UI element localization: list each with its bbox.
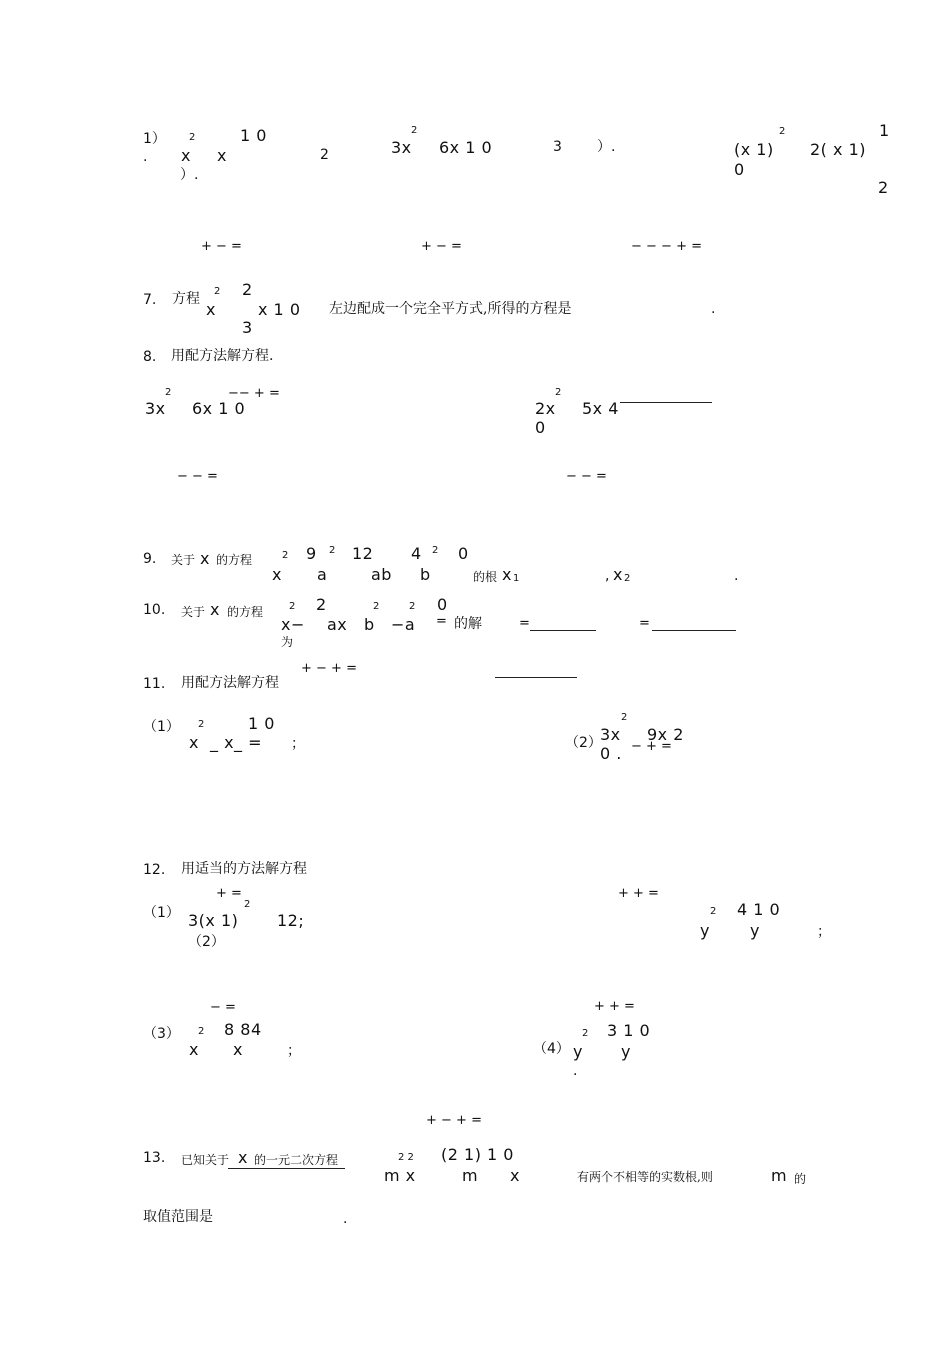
q10-eq: = bbox=[436, 614, 447, 629]
q10-b: b bbox=[364, 615, 375, 634]
row1-a-label: 1） bbox=[143, 131, 166, 147]
q10-sup2: 2 bbox=[373, 601, 380, 612]
row1-b-sup: 2 bbox=[411, 125, 418, 136]
q13-var: x bbox=[238, 1148, 248, 1167]
q9-four: 4 bbox=[411, 544, 422, 563]
q12-p3-sup: 2 bbox=[198, 1026, 205, 1037]
q9-x1: x bbox=[502, 565, 512, 584]
q12-p3-semi: ； bbox=[287, 1043, 301, 1059]
q9-x2-sub: 2 bbox=[624, 573, 631, 584]
q10-x: x− bbox=[281, 615, 305, 634]
q13-de: 的 bbox=[794, 1172, 807, 1186]
q10-answer-line-1 bbox=[530, 630, 596, 631]
q12-p4-ops: + + = bbox=[594, 999, 635, 1014]
q7-label: 方程 bbox=[172, 291, 200, 307]
q11-answer-line bbox=[495, 677, 577, 678]
q12-p2-ops: + + = bbox=[618, 886, 659, 901]
q12-p3-x2: x bbox=[233, 1040, 243, 1059]
q7-text: 左边配成一个完全平方式,所得的方程是 bbox=[329, 301, 572, 317]
row1-a-sup: 2 bbox=[189, 132, 196, 143]
q13-text: 有两个不相等的实数根,则 bbox=[577, 1170, 713, 1184]
q12-p4-sup: 2 bbox=[582, 1028, 589, 1039]
q12-p3-x: x bbox=[189, 1040, 199, 1059]
q10-a: −a bbox=[391, 615, 416, 634]
q10-label-post: 的方程 bbox=[227, 605, 264, 619]
row1-c-zero: 0 bbox=[734, 160, 745, 179]
q11-p2-expr: 3x bbox=[600, 725, 621, 744]
row1-a-consts: 1 0 bbox=[240, 126, 267, 145]
q12-p3-label: （3） bbox=[143, 1026, 180, 1042]
row1-c-sup: 2 bbox=[779, 126, 786, 137]
q12-p4-y2: y bbox=[621, 1042, 631, 1061]
q11-p1-consts: 1 0 bbox=[248, 714, 275, 733]
row1-b-expr: 3x bbox=[391, 138, 412, 157]
q9-a: a bbox=[317, 565, 328, 584]
q10-sup1: 2 bbox=[289, 601, 296, 612]
q11-p2-zero: 0 . bbox=[600, 744, 622, 763]
q9-sup1: 2 bbox=[282, 550, 289, 561]
row1-a-x: x bbox=[181, 146, 191, 165]
q13-m2: m bbox=[462, 1166, 479, 1185]
q13-var-m: m bbox=[771, 1166, 788, 1185]
q9-number: 9. bbox=[143, 551, 157, 567]
q8-b-expr: 2x bbox=[535, 399, 556, 418]
q11-p2-ops: − + = bbox=[631, 739, 672, 754]
q8-a-ops-top: −− + = bbox=[228, 386, 280, 401]
q7-frac-den: 3 bbox=[242, 318, 253, 337]
q12-p2-label: （2） bbox=[188, 934, 225, 950]
q12-p2-consts: 4 1 0 bbox=[737, 900, 781, 919]
row1-c-two: 2 bbox=[878, 178, 889, 197]
q9-x1-sub: 1 bbox=[513, 573, 520, 584]
row1-c-rest: 2( x 1) bbox=[810, 140, 866, 159]
row1-ops-b: + − = bbox=[421, 239, 462, 254]
q9-sup3: 2 bbox=[432, 545, 439, 556]
q9-comma: , bbox=[605, 568, 610, 584]
q10-var: x bbox=[210, 600, 220, 619]
q9-label-post: 的方程 bbox=[216, 553, 253, 567]
row1-b-close: ）. bbox=[597, 139, 616, 155]
q13-end: . bbox=[343, 1211, 348, 1227]
q8-text: 用配方法解方程. bbox=[171, 348, 274, 364]
q12-p1-label: （1） bbox=[143, 905, 180, 921]
q9-end: . bbox=[734, 568, 739, 584]
q13-number: 13. bbox=[143, 1150, 166, 1166]
q11-p1-sup: 2 bbox=[198, 719, 205, 730]
row1-a-x2: x bbox=[217, 146, 227, 165]
q7-end: . bbox=[711, 301, 716, 317]
q9-roots-text: 的根 bbox=[473, 570, 498, 584]
q7-number: 7. bbox=[143, 292, 157, 308]
row1-ops-a: + − = bbox=[201, 239, 242, 254]
q10-two: 2 bbox=[316, 595, 327, 614]
q9-nine: 9 bbox=[306, 544, 317, 563]
q12-p1-expr: 3(x 1) bbox=[188, 911, 239, 930]
q8-a-rest: 6x 1 0 bbox=[192, 399, 246, 418]
q12-p1-ops: + = bbox=[216, 886, 242, 901]
q8-a-sup: 2 bbox=[165, 387, 172, 398]
q10-label-pre: 关于 bbox=[181, 605, 206, 619]
q12-p4-y: y bbox=[573, 1042, 583, 1061]
q9-ab: ab bbox=[371, 565, 392, 584]
q13-x: x bbox=[510, 1166, 520, 1185]
q10-solution: 的解 bbox=[454, 616, 482, 632]
q13-consts: (2 1) 1 0 bbox=[441, 1145, 514, 1164]
q13-ops: + − + = bbox=[426, 1113, 482, 1128]
q13-m: m x bbox=[384, 1166, 416, 1185]
q13-sups: 2 2 bbox=[398, 1152, 414, 1163]
q9-x: x bbox=[272, 565, 282, 584]
q9-zero: 0 bbox=[458, 544, 469, 563]
q9-twelve: 12 bbox=[352, 544, 374, 563]
q8-b-answer-line bbox=[620, 402, 712, 403]
q11-p2-rest: 9x 2 bbox=[647, 725, 684, 744]
q10-eq1: = bbox=[519, 616, 530, 631]
q10-number: 10. bbox=[143, 602, 166, 618]
q11-p1-mid: _ x_ = bbox=[210, 733, 263, 752]
q7-rest: x 1 0 bbox=[258, 300, 301, 319]
q12-number: 12. bbox=[143, 862, 166, 878]
q13-underline bbox=[228, 1168, 345, 1169]
row1-a-two: 2 bbox=[320, 147, 329, 163]
q11-p2-sup: 2 bbox=[621, 712, 628, 723]
q10-sup3: 2 bbox=[409, 601, 416, 612]
q12-p4-dot: . bbox=[573, 1063, 578, 1079]
row1-a-close: ）. bbox=[180, 167, 199, 183]
row1-c-expr: (x 1) bbox=[734, 140, 774, 159]
q13-label-post: 的一元二次方程 bbox=[254, 1153, 339, 1167]
q12-p3-ops: − = bbox=[210, 1000, 236, 1015]
q11-p1-semi: ； bbox=[291, 736, 305, 752]
q11-p1-x: x bbox=[189, 733, 199, 752]
row1-b-rest: 6x 1 0 bbox=[439, 138, 493, 157]
q11-p1-label: （1） bbox=[143, 719, 180, 735]
q8-b-ops-bottom: − − = bbox=[566, 469, 607, 484]
q12-p4-consts: 3 1 0 bbox=[607, 1021, 651, 1040]
q10-zero: 0 bbox=[437, 595, 448, 614]
q11-number: 11. bbox=[143, 676, 166, 692]
q9-x2: x bbox=[613, 565, 623, 584]
q8-b-sup: 2 bbox=[555, 387, 562, 398]
q8-b-zero: 0 bbox=[535, 418, 546, 437]
row1-c-one: 1 bbox=[879, 121, 890, 140]
row1-b-three: 3 bbox=[553, 139, 562, 155]
q12-p4-label: （4） bbox=[533, 1041, 570, 1057]
q9-b: b bbox=[420, 565, 431, 584]
q10-ax: ax bbox=[327, 615, 348, 634]
row1-ops-c: − − − + = bbox=[631, 239, 702, 254]
q7-frac-num: 2 bbox=[242, 280, 253, 299]
q12-p2-y2: y bbox=[750, 921, 760, 940]
q7-sup: 2 bbox=[214, 286, 221, 297]
row1-a-dot: . bbox=[143, 149, 148, 165]
q12-p1-rest: 12; bbox=[277, 911, 305, 930]
q12-p3-consts: 8 84 bbox=[224, 1020, 262, 1039]
q10-eq2: = bbox=[639, 616, 650, 631]
q13-label-pre: 已知关于 bbox=[181, 1153, 230, 1167]
q12-p1-sup: 2 bbox=[244, 899, 251, 910]
q11-text: 用配方法解方程 bbox=[181, 675, 279, 691]
q8-a-ops-bottom: − − = bbox=[177, 469, 218, 484]
q12-p2-sup: 2 bbox=[710, 906, 717, 917]
q8-number: 8. bbox=[143, 349, 157, 365]
q11-p2-label: （2） bbox=[565, 735, 602, 751]
q9-sup2: 2 bbox=[329, 545, 336, 556]
q12-text: 用适当的方法解方程 bbox=[181, 861, 307, 877]
q7-x: x bbox=[206, 300, 216, 319]
q9-label-pre: 关于 bbox=[171, 553, 196, 567]
q8-b-rest: 5x 4 bbox=[582, 399, 619, 418]
q12-p2-y: y bbox=[700, 921, 710, 940]
q11-ops-top: + − + = bbox=[301, 661, 357, 676]
q10-answer-line-2 bbox=[652, 630, 736, 631]
q10-wei: 为 bbox=[281, 635, 294, 649]
q8-a-expr: 3x bbox=[145, 399, 166, 418]
q9-var: x bbox=[200, 549, 210, 568]
q12-p2-semi: ； bbox=[817, 924, 831, 940]
q13-line2: 取值范围是 bbox=[143, 1209, 213, 1225]
